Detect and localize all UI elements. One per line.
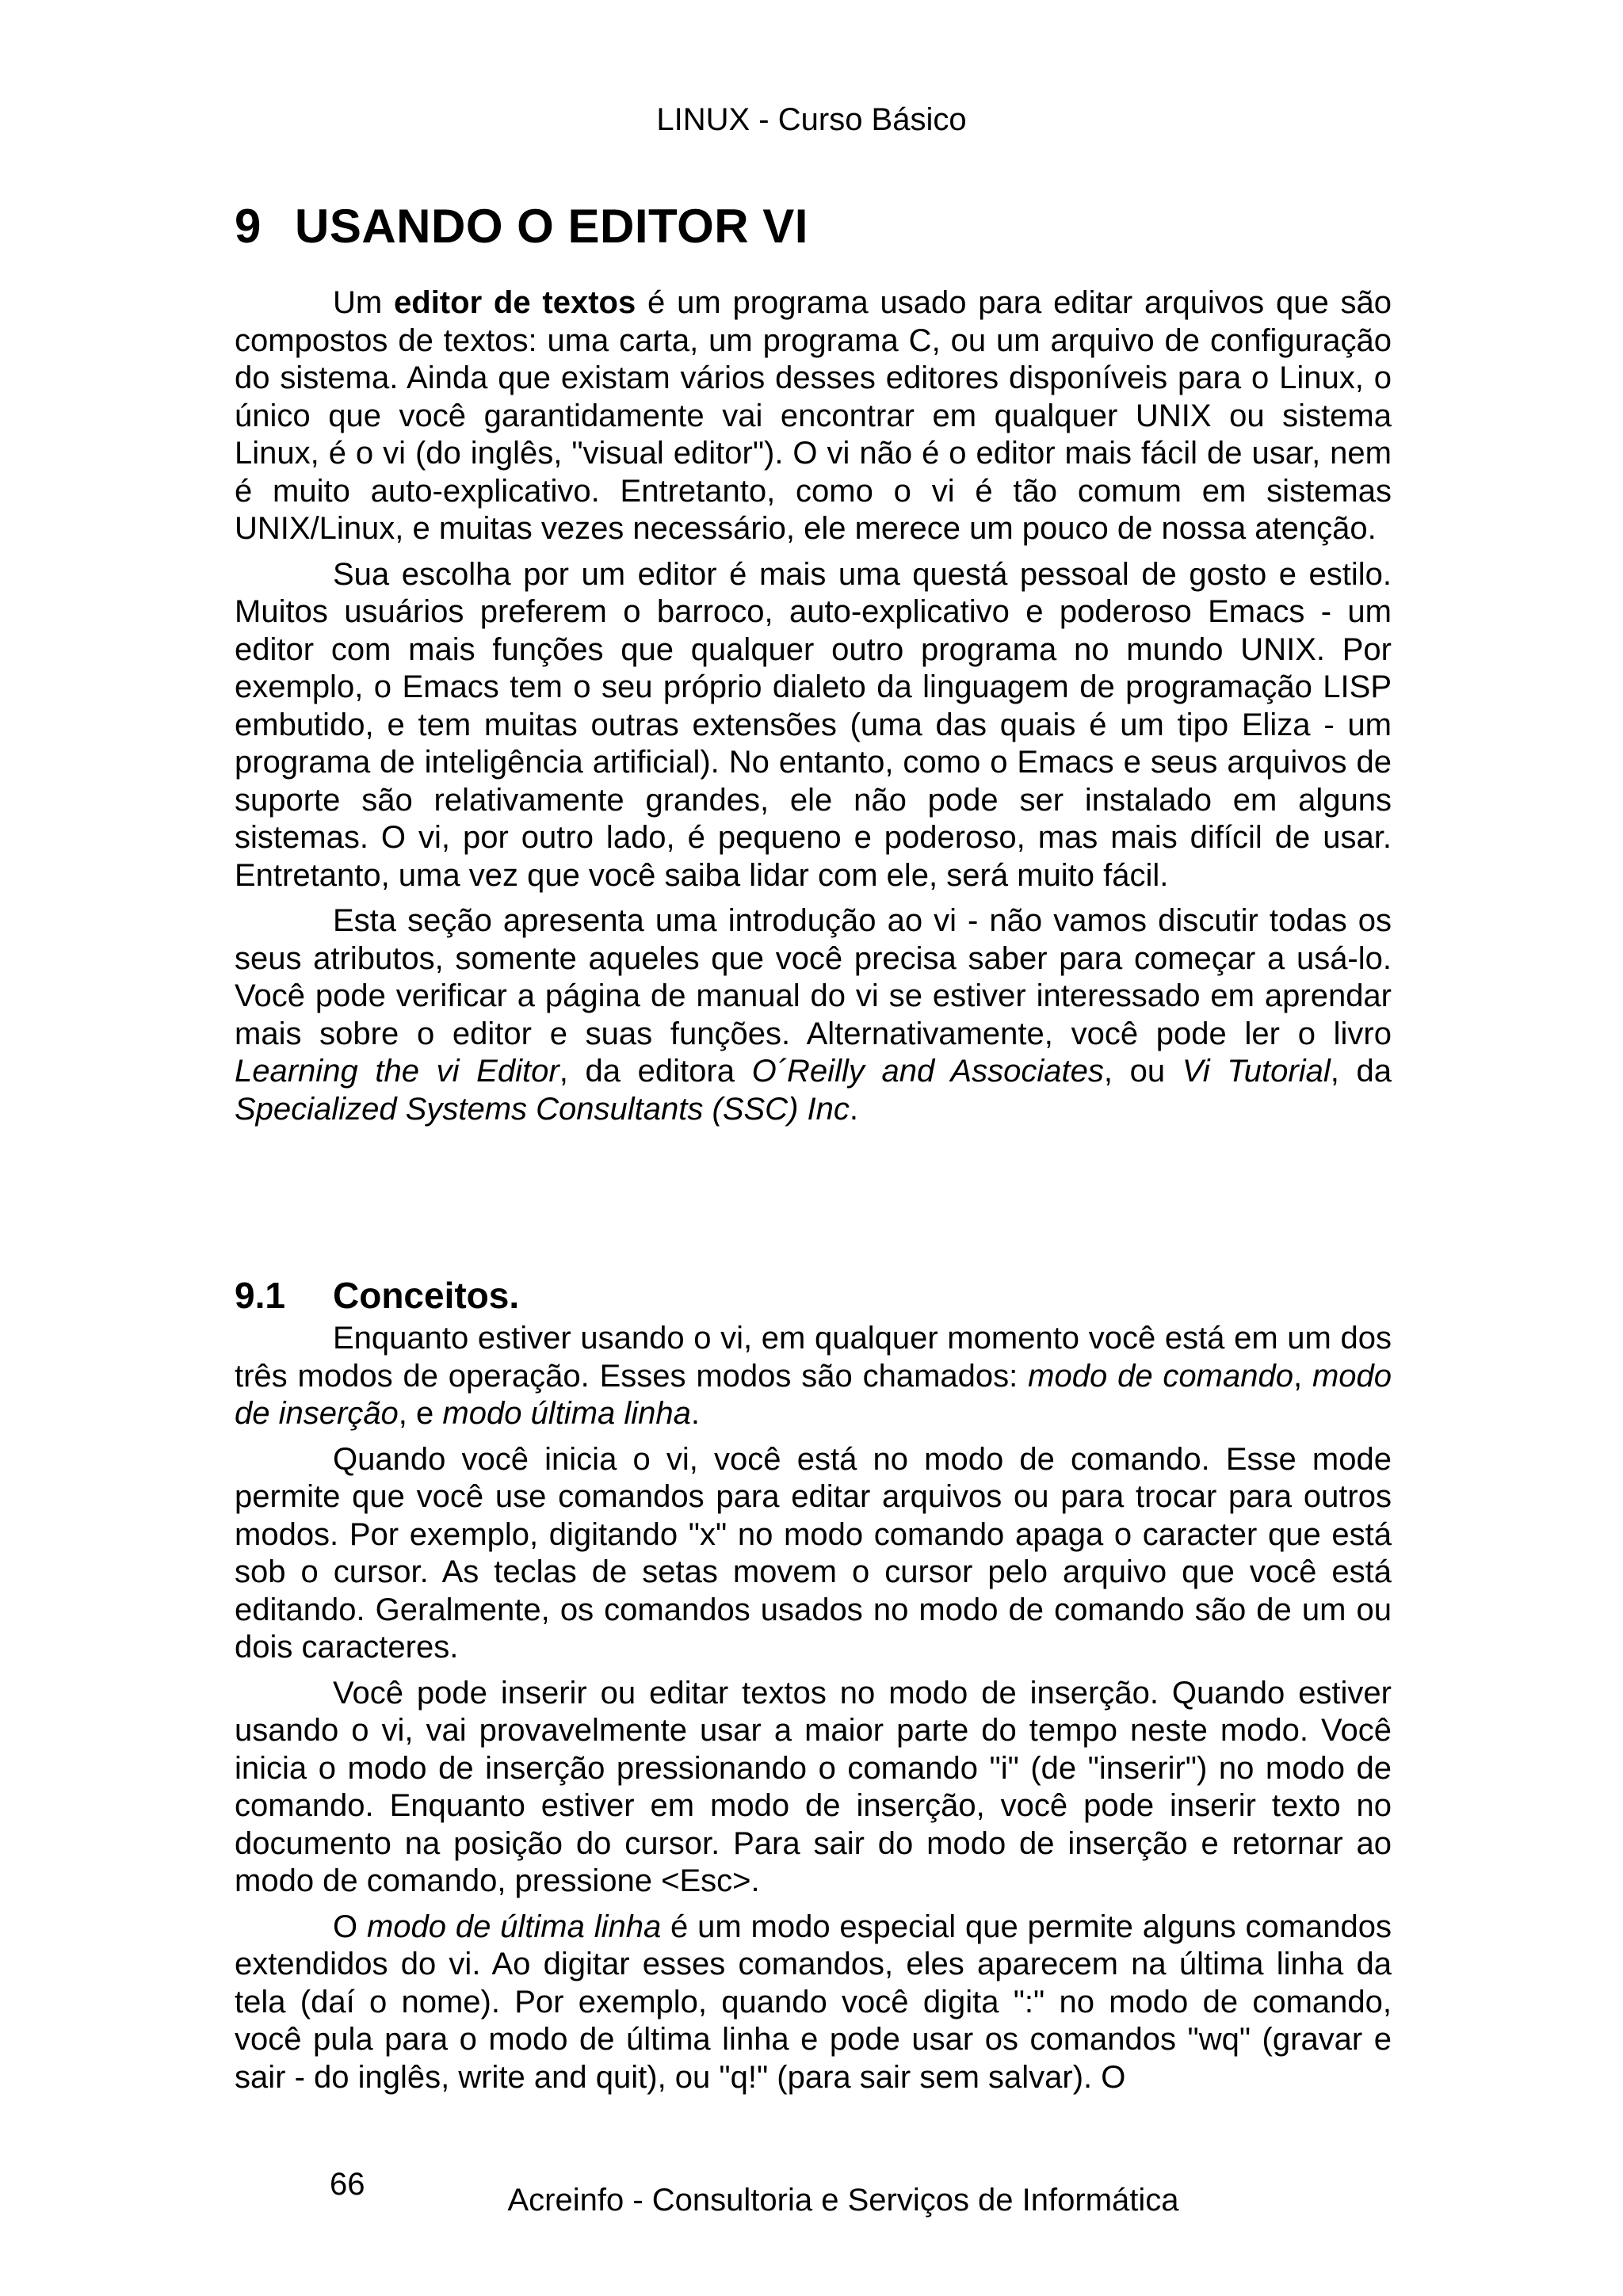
chapter-paragraph [235, 284, 1392, 548]
running-header: LINUX - Curso Básico [656, 102, 967, 137]
section-paragraph [235, 1675, 1392, 1901]
section-title-text: Conceitos. [333, 1275, 520, 1316]
text-run: Esta seção apresenta uma introdução ao vi - não vamos discutir todas os seus atributos, somente aqueles que você precisa saber para começar a usá-lo. Você pode verificar a página de manual do vi se estiver interessado em aprendar mais sobre o editor e suas funções. Alternativamente, você pode ler o livro [235, 903, 1392, 1051]
text-run: , ou [1103, 1054, 1182, 1089]
text-run: Quando você inicia o vi, você está no modo de comando. Esse mode permite que você use comandos para editar arquivos ou para trocar para outros modos. Por exemplo, digitando "x" no modo comando apaga o caracter que está sob o cursor. As teclas de setas movem o cursor pelo arquivo que você está editando. Geralmente, os comandos usados no modo de comando são de um ou dois caracteres. [235, 1441, 1392, 1665]
italic-run: Vi Tutorial [1182, 1054, 1331, 1089]
section-body [235, 1320, 1392, 2104]
section-paragraph [235, 1320, 1392, 1433]
text-run: . [849, 1091, 858, 1127]
italic-run: O´Reilly and Associates [751, 1054, 1104, 1089]
section-number: 9.1 [235, 1275, 285, 1316]
bold-run: editor de textos [394, 285, 636, 320]
italic-run: modo de última linha [366, 1909, 662, 1944]
text-run: , e [398, 1396, 443, 1431]
section-title [235, 1272, 519, 1318]
text-run: é um modo especial que permite alguns comandos extendidos do vi. Ao digitar esses comandos, eles aparecem na última linha da tela (daí o nome). Por exemplo, quando você digita ":" no modo de comando, você pula para o modo de última linha e pode usar os comandos "wq" (gravar e sair - do inglês, write and quit), ou "q!" (para sair sem salvar). O [235, 1909, 1392, 2095]
text-run: Sua escolha por um editor é mais uma questá pessoal de gosto e estilo. Muitos usuários preferem o barroco, auto-explicativo e poderoso Emacs - um editor com mais funções que qualquer outro programa no mundo UNIX. Por exemplo, o Emacs tem o seu próprio dialeto da linguagem de programação LISP embutido, e tem muitas outras extensões (uma das quais é um tipo Eliza - um programa de inteligência artificial). No entanto, como o Emacs e seus arquivos de suporte são relativamente grandes, ele não pode ser instalado em alguns sistemas. O vi, por outro lado, é pequeno e poderoso, mas mais difícil de usar. Entretanto, uma vez que você saiba lidar com ele, será muito fácil. [235, 556, 1392, 893]
text-run: Você pode inserir ou editar textos no modo de inserção. Quando estiver usando o vi, vai provavelmente usar a maior parte do tempo neste modo. Você inicia o modo de inserção pressionando o comando "i" (de "inserir") no modo de comando. Enquanto estiver em modo de inserção, você pode inserir texto no documento na posição do cursor. Para sair do modo de inserção e retornar ao modo de comando, pressione <Esc>. [235, 1675, 1392, 1898]
page-footer: Acreinfo - Consultoria e Serviços de Informática [507, 2183, 1179, 2218]
chapter-title [235, 196, 808, 257]
chapter-number: 9 [235, 200, 262, 253]
section-paragraph [235, 1909, 1392, 2097]
text-run: , da editora [559, 1054, 752, 1089]
text-run: é um programa usado para editar arquivos que são compostos de textos: uma carta, um programa C, ou um arquivo de configuração do sistema. Ainda que existam vários desses editores disponíveis para o Linux, o único que você garantidamente vai encontrar em qualquer UNIX ou sistema Linux, é o vi (do inglês, "visual editor"). O vi não é o editor mais fácil de usar, nem é muito auto-explicativo. Entretanto, como o vi é tão comum em sistemas UNIX/Linux, e muitas vezes necessário, ele merece um pouco de nossa atenção. [235, 285, 1392, 546]
italic-run: modo de inserção [235, 1358, 1392, 1431]
chapter-body [235, 284, 1392, 1136]
text-run: . [690, 1396, 701, 1431]
page-number: 66 [330, 2167, 365, 2202]
chapter-title-text: USANDO O EDITOR VI [295, 200, 808, 253]
italic-run: modo última linha [442, 1396, 691, 1431]
chapter-paragraph [235, 902, 1392, 1128]
italic-run: Learning the vi Editor [235, 1054, 559, 1089]
text-run: Enquanto estiver usando o vi, em qualquer momento você está em um dos três modos de operação. Esses modos são chamados: [235, 1321, 1392, 1394]
text-run: , da [1330, 1054, 1392, 1089]
text-run: , [1293, 1358, 1312, 1394]
italic-run: Specialized Systems Consultants (SSC) Inc [235, 1091, 850, 1127]
text-run: Um [333, 285, 395, 320]
italic-run: modo de comando [1028, 1358, 1293, 1394]
chapter-paragraph [235, 556, 1392, 895]
text-run: O [333, 1909, 367, 1944]
section-paragraph [235, 1441, 1392, 1667]
